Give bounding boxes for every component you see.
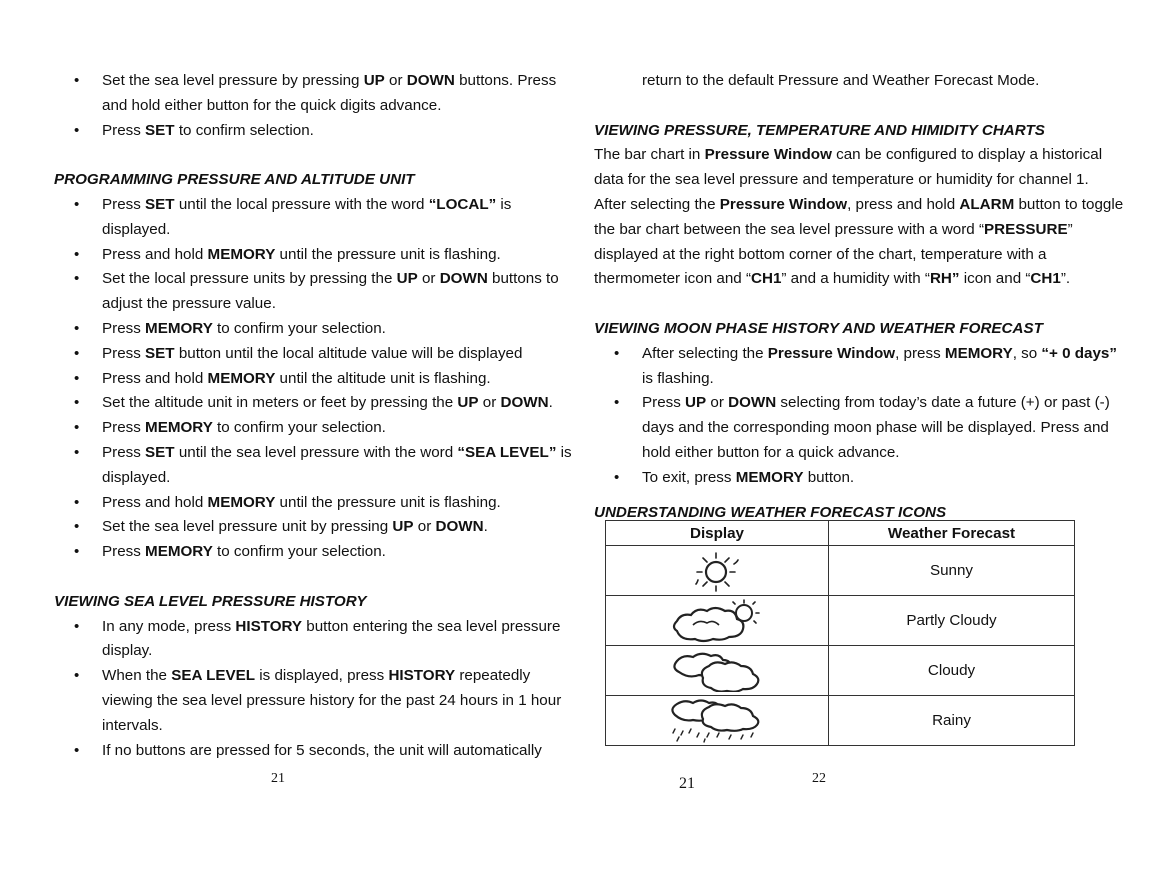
text-run: is [556,443,572,461]
text-run: displayed. [102,220,171,238]
text-run: button to toggle [1014,195,1124,213]
text-run: Press [102,419,146,437]
bold-term: DOWN [439,270,488,288]
weather-forecast-table [605,520,1075,746]
bullet-continuation [54,218,534,243]
display-cell [606,596,829,646]
text-run: or [417,270,440,288]
bold-term: ALARM [959,195,1015,213]
text-run: until the pressure unit is flashing. [275,493,501,511]
text-run: buttons. Press [454,72,557,89]
bullet-item [54,342,534,367]
text-run: thermometer icon and “ [594,270,752,288]
text-run: is displayed, press [255,667,389,685]
text-run: viewing the sea level pressure history for the past 24 hours in 1 hour [102,691,562,709]
bullet-item [54,267,559,292]
text-run: and hold either button for the quick digits advance. [102,96,442,114]
forecast-label: Rainy [829,696,1075,746]
table-row [606,646,1075,696]
heading-history: VIEWING SEA LEVEL PRESSURE HISTORY [54,592,367,610]
bullet-continuation [594,367,1084,392]
text-run: ” and a humidity with “ [781,270,930,288]
bullet-continuation [54,689,562,714]
bullet-item [54,540,534,565]
bullet-item [54,119,534,144]
bold-term: CH1 [751,270,782,288]
text-run: , press and hold [847,195,960,213]
paragraph-line [594,218,1084,243]
display-cell [606,696,829,746]
heading-programming: PROGRAMMING PRESSURE AND ALTITUDE UNIT [54,171,415,189]
text-run: intervals. [102,716,163,734]
bold-term: UP [685,394,707,412]
continuation-text: return to the default Pressure and Weather Forecast Mode. [642,72,1040,89]
bold-term: MEMORY [207,493,276,511]
display-cell [606,546,829,596]
text-run: is [496,195,512,213]
bold-term: MEMORY [145,319,213,337]
bullet-item [54,193,534,218]
text-run: , press [895,344,945,362]
bold-term: MEMORY [207,369,276,387]
bold-term: SET [145,344,175,362]
text-run: , so [1012,344,1042,362]
bold-term: Pressure Window [719,195,848,213]
table-row [606,596,1075,646]
text-run: until the altitude unit is flashing. [275,369,491,387]
cloudy-icon [606,650,828,692]
text-run: Set the altitude unit in meters or feet by pressing the [102,394,458,412]
table-row [606,696,1075,746]
text-run: display. [102,642,153,660]
text-run: or [478,394,501,412]
text-run: Set the sea level pressure unit by pressing [102,518,393,536]
bold-term: SEA LEVEL [171,667,256,685]
text-run: Press [102,543,146,561]
bullet-continuation [594,416,1109,441]
bold-term: HISTORY [235,617,303,635]
right-column [594,69,1124,525]
bold-term: MEMORY [735,468,804,486]
bold-term: DOWN [435,518,484,536]
bullet-continuation [594,441,1084,466]
text-run: Set the sea level pressure by pressing [102,72,364,89]
text-run: Press [102,121,146,139]
text-run: or [413,518,436,536]
bullet-continuation [54,466,534,491]
text-run: button entering the sea level pressure [302,617,561,635]
paragraph-line [594,168,1089,193]
text-run: Press and hold [102,245,208,263]
text-run: In any mode, press [102,617,236,635]
paragraph-line [594,243,1084,268]
bold-term: SET [145,195,175,213]
bold-term: MEMORY [207,245,276,263]
bullet-item [54,243,534,268]
text-run: Press and hold [102,493,208,511]
text-run: to confirm your selection. [212,543,386,561]
bullet-item [594,466,1084,491]
forecast-label: Sunny [829,546,1075,596]
bold-term: Pressure Window [704,146,832,164]
bullet-item [54,615,561,640]
programming-bullet-list [54,193,572,565]
bold-term: MEMORY [145,543,213,561]
bold-term: “SEA LEVEL” [457,443,557,461]
bold-term: DOWN [500,394,549,412]
text-run: icon and “ [959,270,1031,288]
text-run: data for the sea level pressure and temperature or humidity for channel 1. [594,171,1089,189]
text-run: the bar chart between the sea level pressure with a word “ [594,220,985,238]
text-run: Press [642,394,686,412]
bullet-item [54,441,572,466]
bullet-continuation [54,292,534,317]
rainy-icon [606,699,828,743]
bullet-item [54,317,534,342]
bold-term: RH” [929,270,960,288]
text-run: If no buttons are pressed for 5 seconds, the unit will automatically [102,741,542,759]
heading-moon: VIEWING MOON PHASE HISTORY AND WEATHER FORECAST [594,319,1043,337]
column-header-forecast: Weather Forecast [829,521,1075,546]
heading-charts: VIEWING PRESSURE, TEMPERATURE AND HIMIDITY CHARTS [594,121,1045,139]
moon-bullet-list [594,342,1117,491]
table-row [606,546,1075,596]
text-run: or [384,72,407,89]
text-run: until the local pressure with the word [174,195,429,213]
bold-term: MEMORY [944,344,1013,362]
text-run: until the pressure unit is flashing. [275,245,501,263]
text-run: After selecting the [642,344,768,362]
bullet-item [54,515,534,540]
bold-term: UP [363,72,385,89]
bullet-continuation [54,639,534,664]
display-cell [606,646,829,696]
forecast-label: Partly Cloudy [829,596,1075,646]
text-run: Press [102,319,146,337]
bold-term: DOWN [728,394,777,412]
page-number-right: 22 [812,771,826,786]
bullet-item [54,416,534,441]
bold-term: Pressure Window [767,344,896,362]
bullet-item [54,69,557,94]
heading-icons: UNDERSTANDING WEATHER FORECAST ICONS [594,503,947,521]
text-run: Set the local pressure units by pressing the [102,270,397,288]
bold-term: HISTORY [388,667,456,685]
bullet-continuation [54,714,534,739]
text-run: Press [102,443,146,461]
bold-term: SET [145,121,175,139]
sunny-icon [606,550,828,592]
text-run: to confirm selection. [174,121,314,139]
table-header-row [606,521,1075,546]
text-run: or [706,394,729,412]
text-run: . [548,394,553,412]
text-run: button. [803,468,855,486]
text-run: Press and hold [102,369,208,387]
paragraph-line [594,143,1103,168]
text-run: hold either button for a quick advance. [642,443,900,461]
page-number-left: 21 [271,771,285,786]
bold-term: DOWN [406,72,455,89]
bold-term: UP [396,270,418,288]
bullet-item [54,664,534,689]
bullet-item [594,342,1117,367]
text-run: ”. [1060,270,1071,288]
bold-term: UP [457,394,479,412]
history-bullet-list [54,615,562,764]
text-run: After selecting the [594,195,720,213]
bold-term: “LOCAL” [428,195,497,213]
text-run: displayed at the right bottom corner of the chart, temperature with a [594,245,1047,263]
paragraph-line [594,267,1084,292]
text-run: buttons to [487,270,559,288]
text-run: days and the corresponding moon phase will be displayed. Press and [642,419,1109,437]
text-run: button until the local altitude value will be displayed [174,344,523,362]
text-run: can be configured to display a historical [831,146,1103,164]
text-run: Press [102,344,146,362]
text-run: When the [102,667,172,685]
bold-term: CH1 [1030,270,1061,288]
text-run: adjust the pressure value. [102,295,276,313]
page-number-center: 21 [679,775,695,792]
bold-term: UP [392,518,414,536]
text-run: ” [1067,220,1073,238]
text-run: is flashing. [642,369,714,387]
text-run: until the sea level pressure with the word [174,443,458,461]
top-bullet-list [54,69,557,143]
bullet-item [594,391,1110,416]
text-run: repeatedly [455,667,531,685]
text-run: The bar chart in [594,146,705,164]
column-header-display: Display [606,521,829,546]
text-run: To exit, press [642,468,736,486]
bullet-item [54,739,542,764]
bold-term: PRESSURE [984,220,1068,238]
text-run: selecting from today’s date a future (+) or past (-) [776,394,1110,412]
bullet-continuation [54,94,534,119]
paragraph-line [594,193,1124,218]
forecast-label: Cloudy [829,646,1075,696]
text-run: to confirm your selection. [212,319,386,337]
bullet-item [54,367,534,392]
text-run: . [483,518,488,536]
bold-term: SET [145,443,175,461]
bold-term: “+ 0 days” [1041,344,1117,362]
text-run: Press [102,195,146,213]
text-run: displayed. [102,468,171,486]
bullet-item [54,491,534,516]
bullet-item [54,391,553,416]
bold-term: MEMORY [145,419,213,437]
partly-cloudy-icon [606,599,828,643]
left-column [54,69,572,763]
charts-paragraph [594,143,1124,292]
text-run: to confirm your selection. [212,419,386,437]
